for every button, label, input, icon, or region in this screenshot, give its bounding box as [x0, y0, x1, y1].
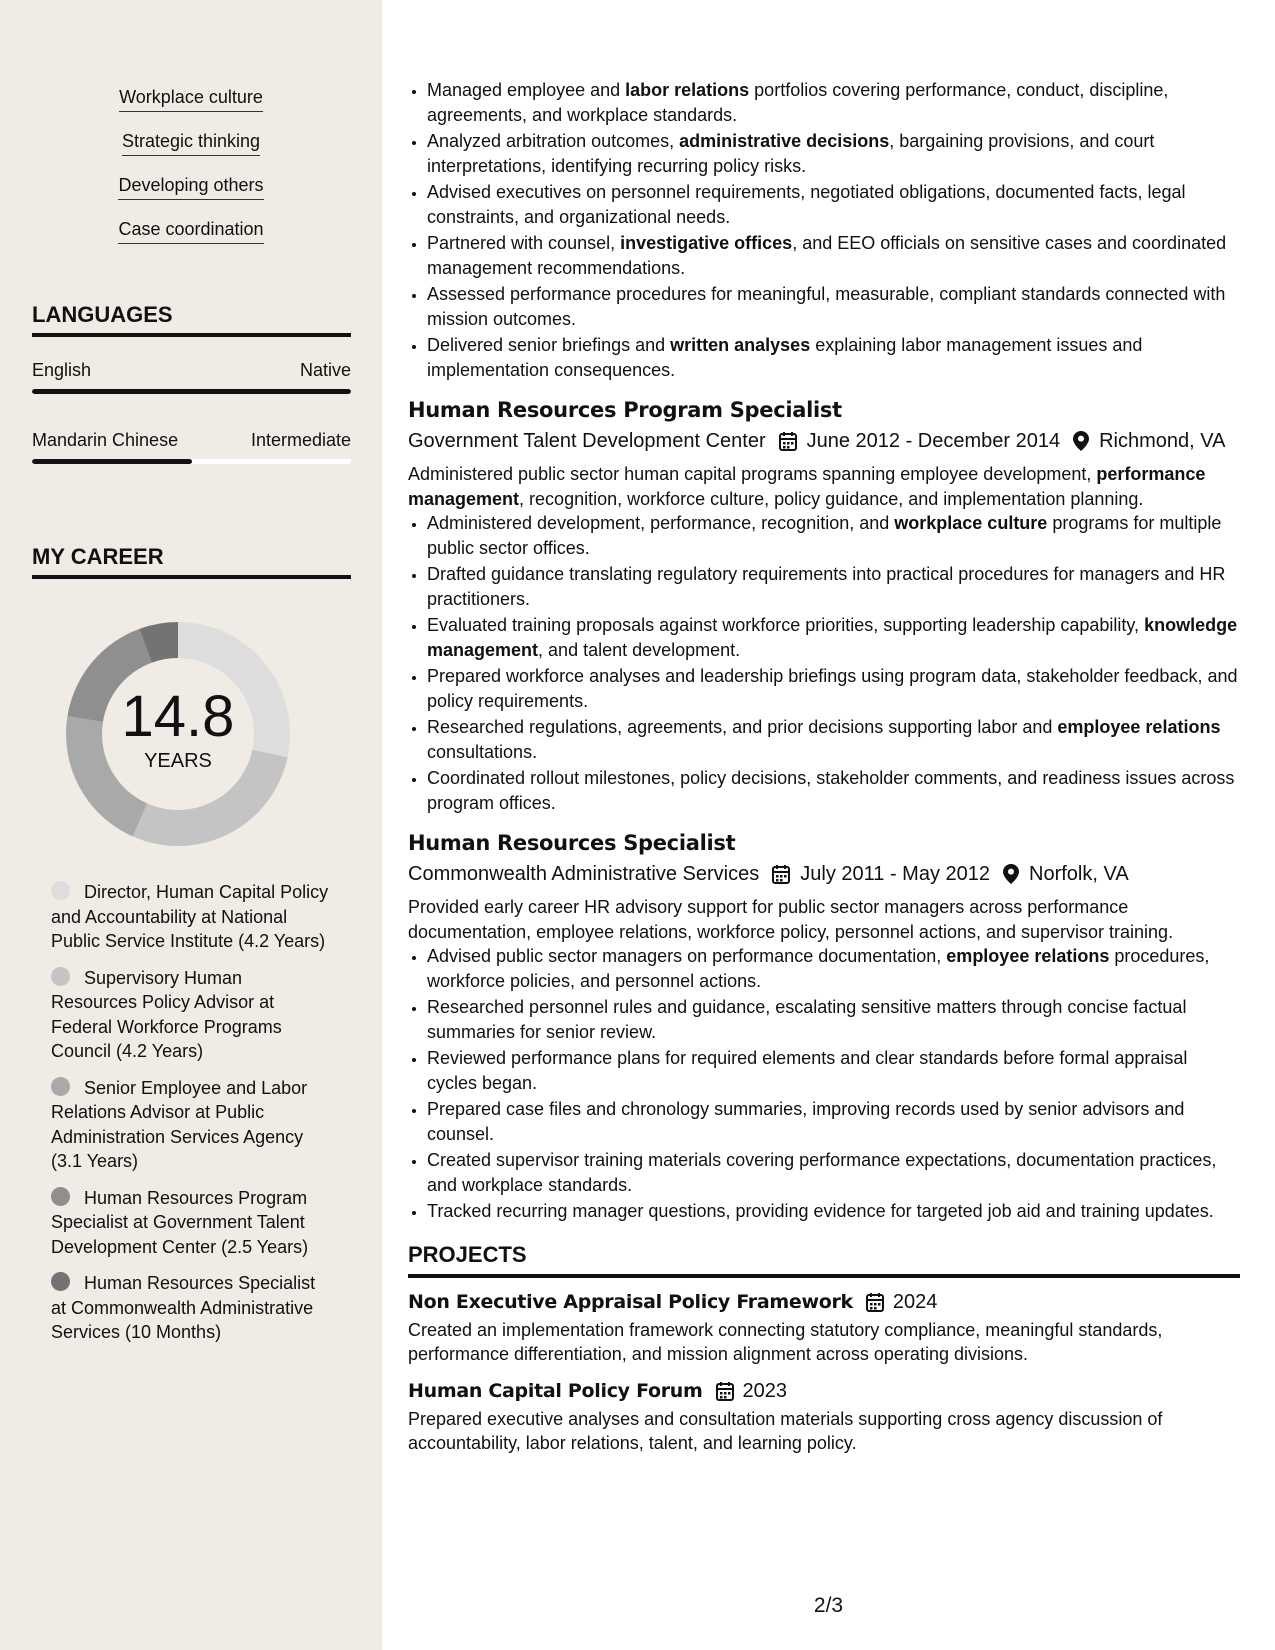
bullet-item: • Researched personnel rules and guidance, escalating sensitive matters through concise factual summaries for senior review.	[427, 995, 1240, 1044]
career-legend-item	[51, 966, 331, 1064]
language-level-fill	[32, 389, 351, 394]
company-name: Commonwealth Administrative Services	[408, 863, 760, 885]
bullet-item: • Drafted guidance translating regulatory requirements into practical procedures for managers and HR practitioners.	[427, 562, 1240, 611]
language-level: Native	[299, 360, 351, 380]
language-name: English	[32, 360, 92, 380]
role-bullets	[408, 944, 1240, 1224]
legend-dot-icon	[51, 967, 70, 986]
experience-list	[408, 396, 1240, 1224]
role-summary: Administered public sector human capital programs spanning employee development, performance management, recognition, workforce culture, policy guidance, and implementation planning.	[408, 464, 1206, 509]
company-name: Government Talent Development Center	[408, 430, 766, 452]
career-legend-text: Human Resources Specialist at Commonwealth Administrative Services (10 Months)	[51, 1273, 316, 1342]
main-content	[408, 78, 1240, 1456]
career-total-unit: YEARS	[144, 750, 212, 772]
role-bullets	[408, 511, 1240, 815]
skill-item: Case coordination	[118, 218, 263, 244]
career-legend-item	[51, 1186, 331, 1260]
language-level: Intermediate	[250, 430, 351, 450]
legend-dot-icon	[51, 881, 70, 900]
project-year: 2024	[892, 1290, 938, 1313]
language-level-bar	[32, 389, 351, 394]
project-description: Created an implementation framework connecting statutory compliance, meaningful standards, performance differentiation, and mission alignment across operating divisions.	[408, 1319, 1163, 1364]
career-legend-text: Supervisory Human Resources Policy Advisor at Federal Workforce Programs Council (4.2 Years)	[51, 967, 282, 1061]
bullet-item: • Partnered with counsel, investigative offices, and EEO officials on sensitive cases and coordinated management recommendations.	[427, 231, 1240, 280]
languages-heading: LANGUAGES	[32, 302, 351, 337]
bullet-item: • Coordinated rollout milestones, policy decisions, stakeholder comments, and readiness issues across program offices.	[427, 766, 1240, 815]
calendar-icon	[771, 863, 791, 885]
role-title: Human Resources Program Specialist	[408, 398, 842, 422]
sidebar	[0, 0, 382, 1650]
bullet-item: • Tracked recurring manager questions, providing evidence for targeted job aid and training updates.	[427, 1199, 1240, 1224]
language-row	[32, 429, 351, 451]
project-title: Human Capital Policy Forum	[408, 1379, 703, 1402]
bullet-item: • Advised public sector managers on performance documentation, employee relations procedures, workforce policies, and personnel actions.	[427, 944, 1240, 993]
bullet-item: • Created supervisor training materials covering performance expectations, documentation practices, and workplace standards.	[427, 1148, 1240, 1197]
role-dates: June 2012 - December 2014	[806, 430, 1061, 452]
bullet-item: • Prepared workforce analyses and leadership briefings using program data, stakeholder feedback, and policy requirements.	[427, 664, 1240, 713]
career-total-value: 14.8	[121, 684, 235, 749]
language-level-bar	[32, 459, 351, 464]
bullet-item: • Administered development, performance, recognition, and workplace culture programs for multiple public sector offices.	[427, 511, 1240, 560]
calendar-icon	[865, 1291, 885, 1313]
role-location: Richmond, VA	[1099, 430, 1226, 452]
role-summary: Provided early career HR advisory support for public sector managers across performance documentation, employee relations, workforce policy, personnel actions, and supervisor training.	[408, 897, 1174, 942]
role-meta	[408, 860, 1240, 888]
skill-item: Developing others	[118, 174, 263, 200]
language-row	[32, 359, 351, 381]
bullet-item: • Prepared case files and chronology summaries, improving records used by senior advisors and counsel.	[427, 1097, 1240, 1146]
projects-list	[408, 1288, 1240, 1456]
project-title-row	[408, 1377, 1240, 1405]
previous-role-bullets	[408, 78, 1240, 382]
legend-dot-icon	[51, 1187, 70, 1206]
role-title: Human Resources Specialist	[408, 831, 736, 855]
skills-list	[0, 86, 382, 262]
project-title-row	[408, 1288, 1240, 1316]
bullet-item: • Evaluated training proposals against workforce priorities, supporting leadership capability, knowledge management, and talent development.	[427, 613, 1240, 662]
legend-dot-icon	[51, 1077, 70, 1096]
map-pin-icon	[1072, 430, 1090, 452]
career-legend-text: Senior Employee and Labor Relations Advisor at Public Administration Services Agency (3.1 Years)	[51, 1077, 308, 1171]
skill-item: Strategic thinking	[122, 130, 260, 156]
skill-item: Workplace culture	[119, 86, 263, 112]
career-legend-text: Human Resources Program Specialist at Government Talent Development Center (2.5 Years)	[51, 1187, 309, 1257]
bullet-item: • Managed employee and labor relations portfolios covering performance, conduct, discipline, agreements, and workplace standards.	[427, 78, 1240, 127]
map-pin-icon	[1002, 863, 1020, 885]
project-description: Prepared executive analyses and consultation materials supporting cross agency discussion of accountability, labor relations, talent, and learning policy.	[408, 1408, 1163, 1453]
legend-dot-icon	[51, 1272, 70, 1291]
bullet-item: • Researched regulations, agreements, and prior decisions supporting labor and employee relations consultations.	[427, 715, 1240, 764]
bullet-item: • Reviewed performance plans for required elements and clear standards before formal appraisal cycles began.	[427, 1046, 1240, 1095]
bullet-item: • Advised executives on personnel requirements, negotiated obligations, documented facts, legal constraints, and organizational needs.	[427, 180, 1240, 229]
role-location: Norfolk, VA	[1029, 863, 1129, 885]
career-legend-text: Director, Human Capital Policy and Accountability at National Public Service Institute (4.2 Years)	[51, 882, 329, 951]
career-legend-item	[51, 1271, 331, 1345]
page-number: 2/3	[813, 1594, 844, 1617]
bullet-item: • Assessed performance procedures for meaningful, measurable, compliant standards connected with mission outcomes.	[427, 282, 1240, 331]
language-name: Mandarin Chinese	[32, 430, 179, 450]
projects-heading: PROJECTS	[408, 1242, 1240, 1278]
bullet-item: • Delivered senior briefings and written analyses explaining labor management issues and implementation consequences.	[427, 333, 1240, 382]
calendar-icon	[715, 1380, 735, 1402]
language-level-fill	[32, 459, 192, 464]
career-total	[60, 616, 296, 852]
bullet-item: • Analyzed arbitration outcomes, administrative decisions, bargaining provisions, and court interpretations, identifying recurring policy risks.	[427, 129, 1240, 178]
project-title: Non Executive Appraisal Policy Framework	[408, 1290, 853, 1313]
career-legend-item	[51, 1076, 331, 1174]
career-legend-item	[51, 880, 331, 954]
role-dates: July 2011 - May 2012	[800, 863, 990, 885]
career-heading: MY CAREER	[32, 544, 351, 579]
career-legend	[51, 880, 331, 1357]
project-year: 2023	[742, 1379, 788, 1402]
role-meta	[408, 427, 1240, 455]
calendar-icon	[778, 430, 798, 452]
